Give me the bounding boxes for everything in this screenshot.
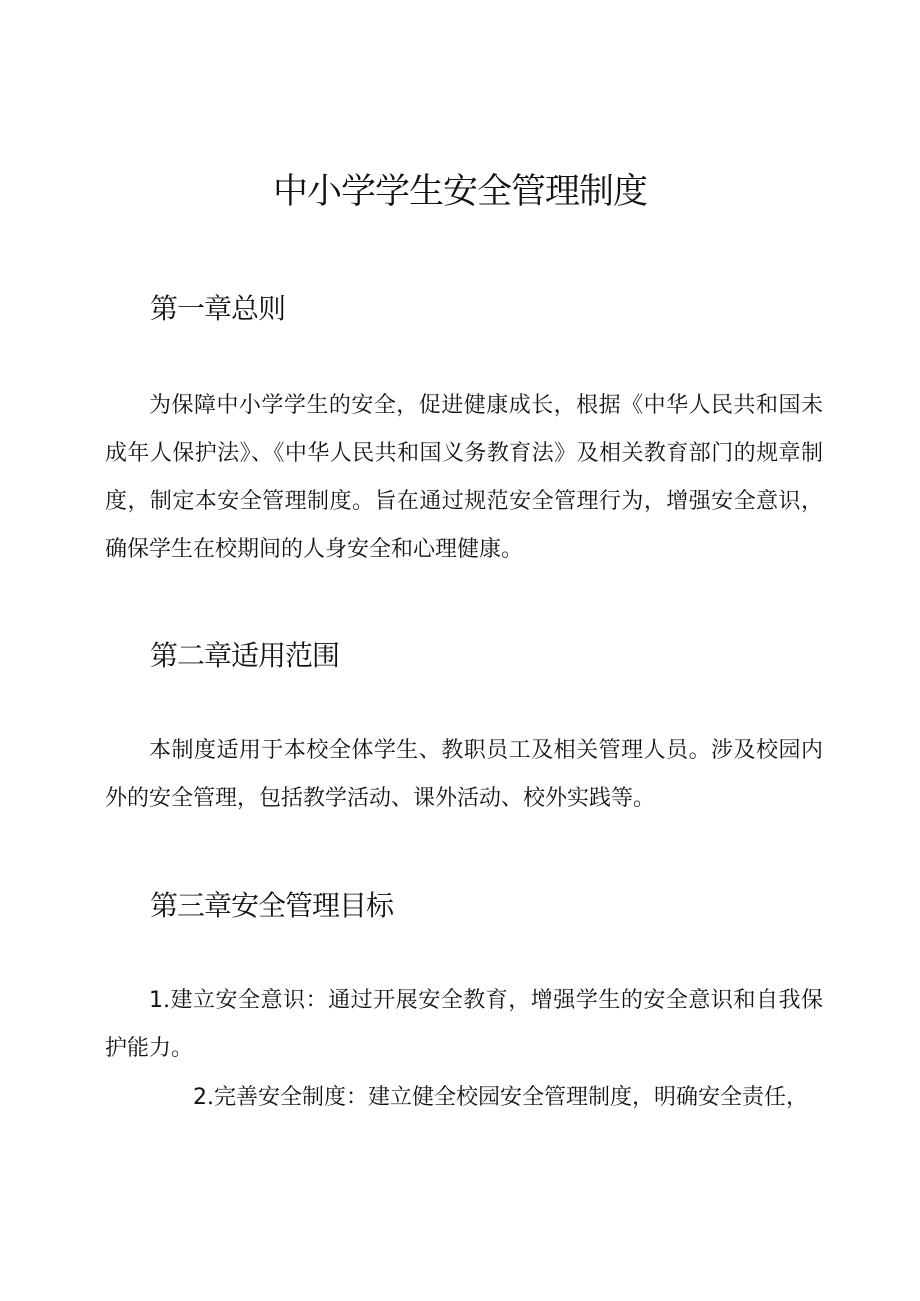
document-title: 中小学学生安全管理制度 <box>272 172 647 212</box>
chapter-3-heading: 第三章安全管理目标 <box>150 889 394 922</box>
chapter-2-paragraph: 本制度适用于本校全体学生、教职员工及相关管理人员。涉及校园内外的安全管理，包括教学活动、课外活动、校外实践等。 <box>105 738 823 811</box>
chapter-2-heading: 第二章适用范围 <box>150 639 340 672</box>
chapter-3-item-1 <box>105 977 823 1073</box>
chapter-1-heading: 第一章总则 <box>150 292 286 325</box>
item-text: .完善安全制度：建立健全校园安全管理制度，明确安全责任， <box>207 1085 808 1110</box>
item-number: 2 <box>193 1085 207 1110</box>
chapter-1-paragraph: 为保障中小学学生的安全，促进健康成长，根据《中华人民共和国未成年人保护法》、《中华人民共和国义务教育法》及相关教育部门的规章制度，制定本安全管理制度。旨在通过规范安全管理行为，增强安全意识，确保学生在校期间的人身安全和心理健康。 <box>105 393 823 562</box>
item-text: .建立安全意识：通过开展安全教育，增强学生的安全意识和自我保护能力。 <box>105 988 823 1061</box>
chapter-3-item-2 <box>105 1074 823 1122</box>
item-number: 1 <box>149 988 163 1013</box>
